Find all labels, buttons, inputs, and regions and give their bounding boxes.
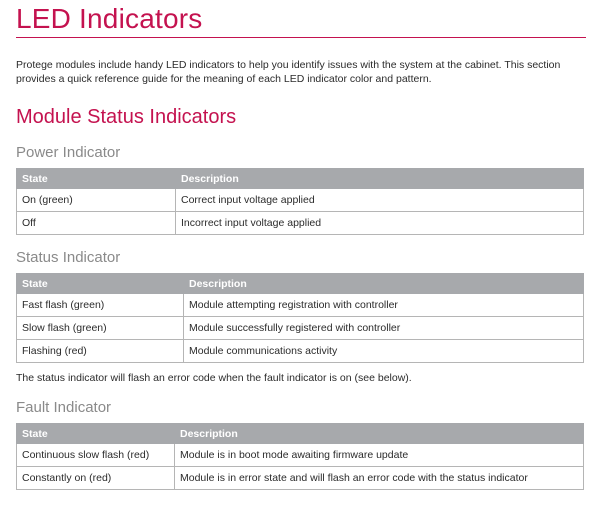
status-indicator-heading: Status Indicator bbox=[16, 249, 121, 266]
description-cell: Module is in error state and will flash an error code with the status indicator bbox=[175, 467, 584, 490]
table-header-row bbox=[17, 169, 584, 189]
status-note: The status indicator will flash an error code when the fault indicator is on (see below). bbox=[16, 372, 412, 384]
table-row bbox=[17, 212, 584, 235]
page-title: LED Indicators bbox=[16, 3, 203, 34]
column-header-description: Description bbox=[176, 169, 584, 189]
intro-paragraph: Protege modules include handy LED indicators to help you identify issues with the system at the cabinet. This section provides a quick reference guide for the meaning of each LED indicator color and pattern. bbox=[16, 59, 561, 85]
table-header-row bbox=[17, 424, 584, 444]
state-cell: Off bbox=[17, 212, 176, 235]
description-cell: Incorrect input voltage applied bbox=[176, 212, 584, 235]
table-header-row bbox=[17, 274, 584, 294]
column-header-description: Description bbox=[175, 424, 584, 444]
fault-indicator-table bbox=[16, 423, 584, 490]
state-cell: On (green) bbox=[17, 189, 176, 212]
description-cell: Module successfully registered with controller bbox=[184, 317, 584, 340]
column-header-description: Description bbox=[184, 274, 584, 294]
table-row bbox=[17, 294, 584, 317]
description-cell: Correct input voltage applied bbox=[176, 189, 584, 212]
power-indicator-heading: Power Indicator bbox=[16, 144, 121, 161]
fault-indicator-heading: Fault Indicator bbox=[16, 399, 112, 416]
table-row bbox=[17, 340, 584, 363]
status-indicator-table bbox=[16, 273, 584, 363]
section-title: Module Status Indicators bbox=[16, 106, 237, 128]
title-divider bbox=[16, 37, 586, 38]
table-row bbox=[17, 444, 584, 467]
state-cell: Fast flash (green) bbox=[17, 294, 184, 317]
power-indicator-table bbox=[16, 168, 584, 235]
table-row bbox=[17, 189, 584, 212]
state-cell: Constantly on (red) bbox=[17, 467, 175, 490]
document-page bbox=[16, 0, 586, 490]
description-cell: Module attempting registration with controller bbox=[184, 294, 584, 317]
state-cell: Flashing (red) bbox=[17, 340, 184, 363]
column-header-state: State bbox=[17, 274, 184, 294]
description-cell: Module is in boot mode awaiting firmware update bbox=[175, 444, 584, 467]
column-header-state: State bbox=[17, 424, 175, 444]
state-cell: Continuous slow flash (red) bbox=[17, 444, 175, 467]
table-row bbox=[17, 317, 584, 340]
description-cell: Module communications activity bbox=[184, 340, 584, 363]
table-row bbox=[17, 467, 584, 490]
state-cell: Slow flash (green) bbox=[17, 317, 184, 340]
column-header-state: State bbox=[17, 169, 176, 189]
